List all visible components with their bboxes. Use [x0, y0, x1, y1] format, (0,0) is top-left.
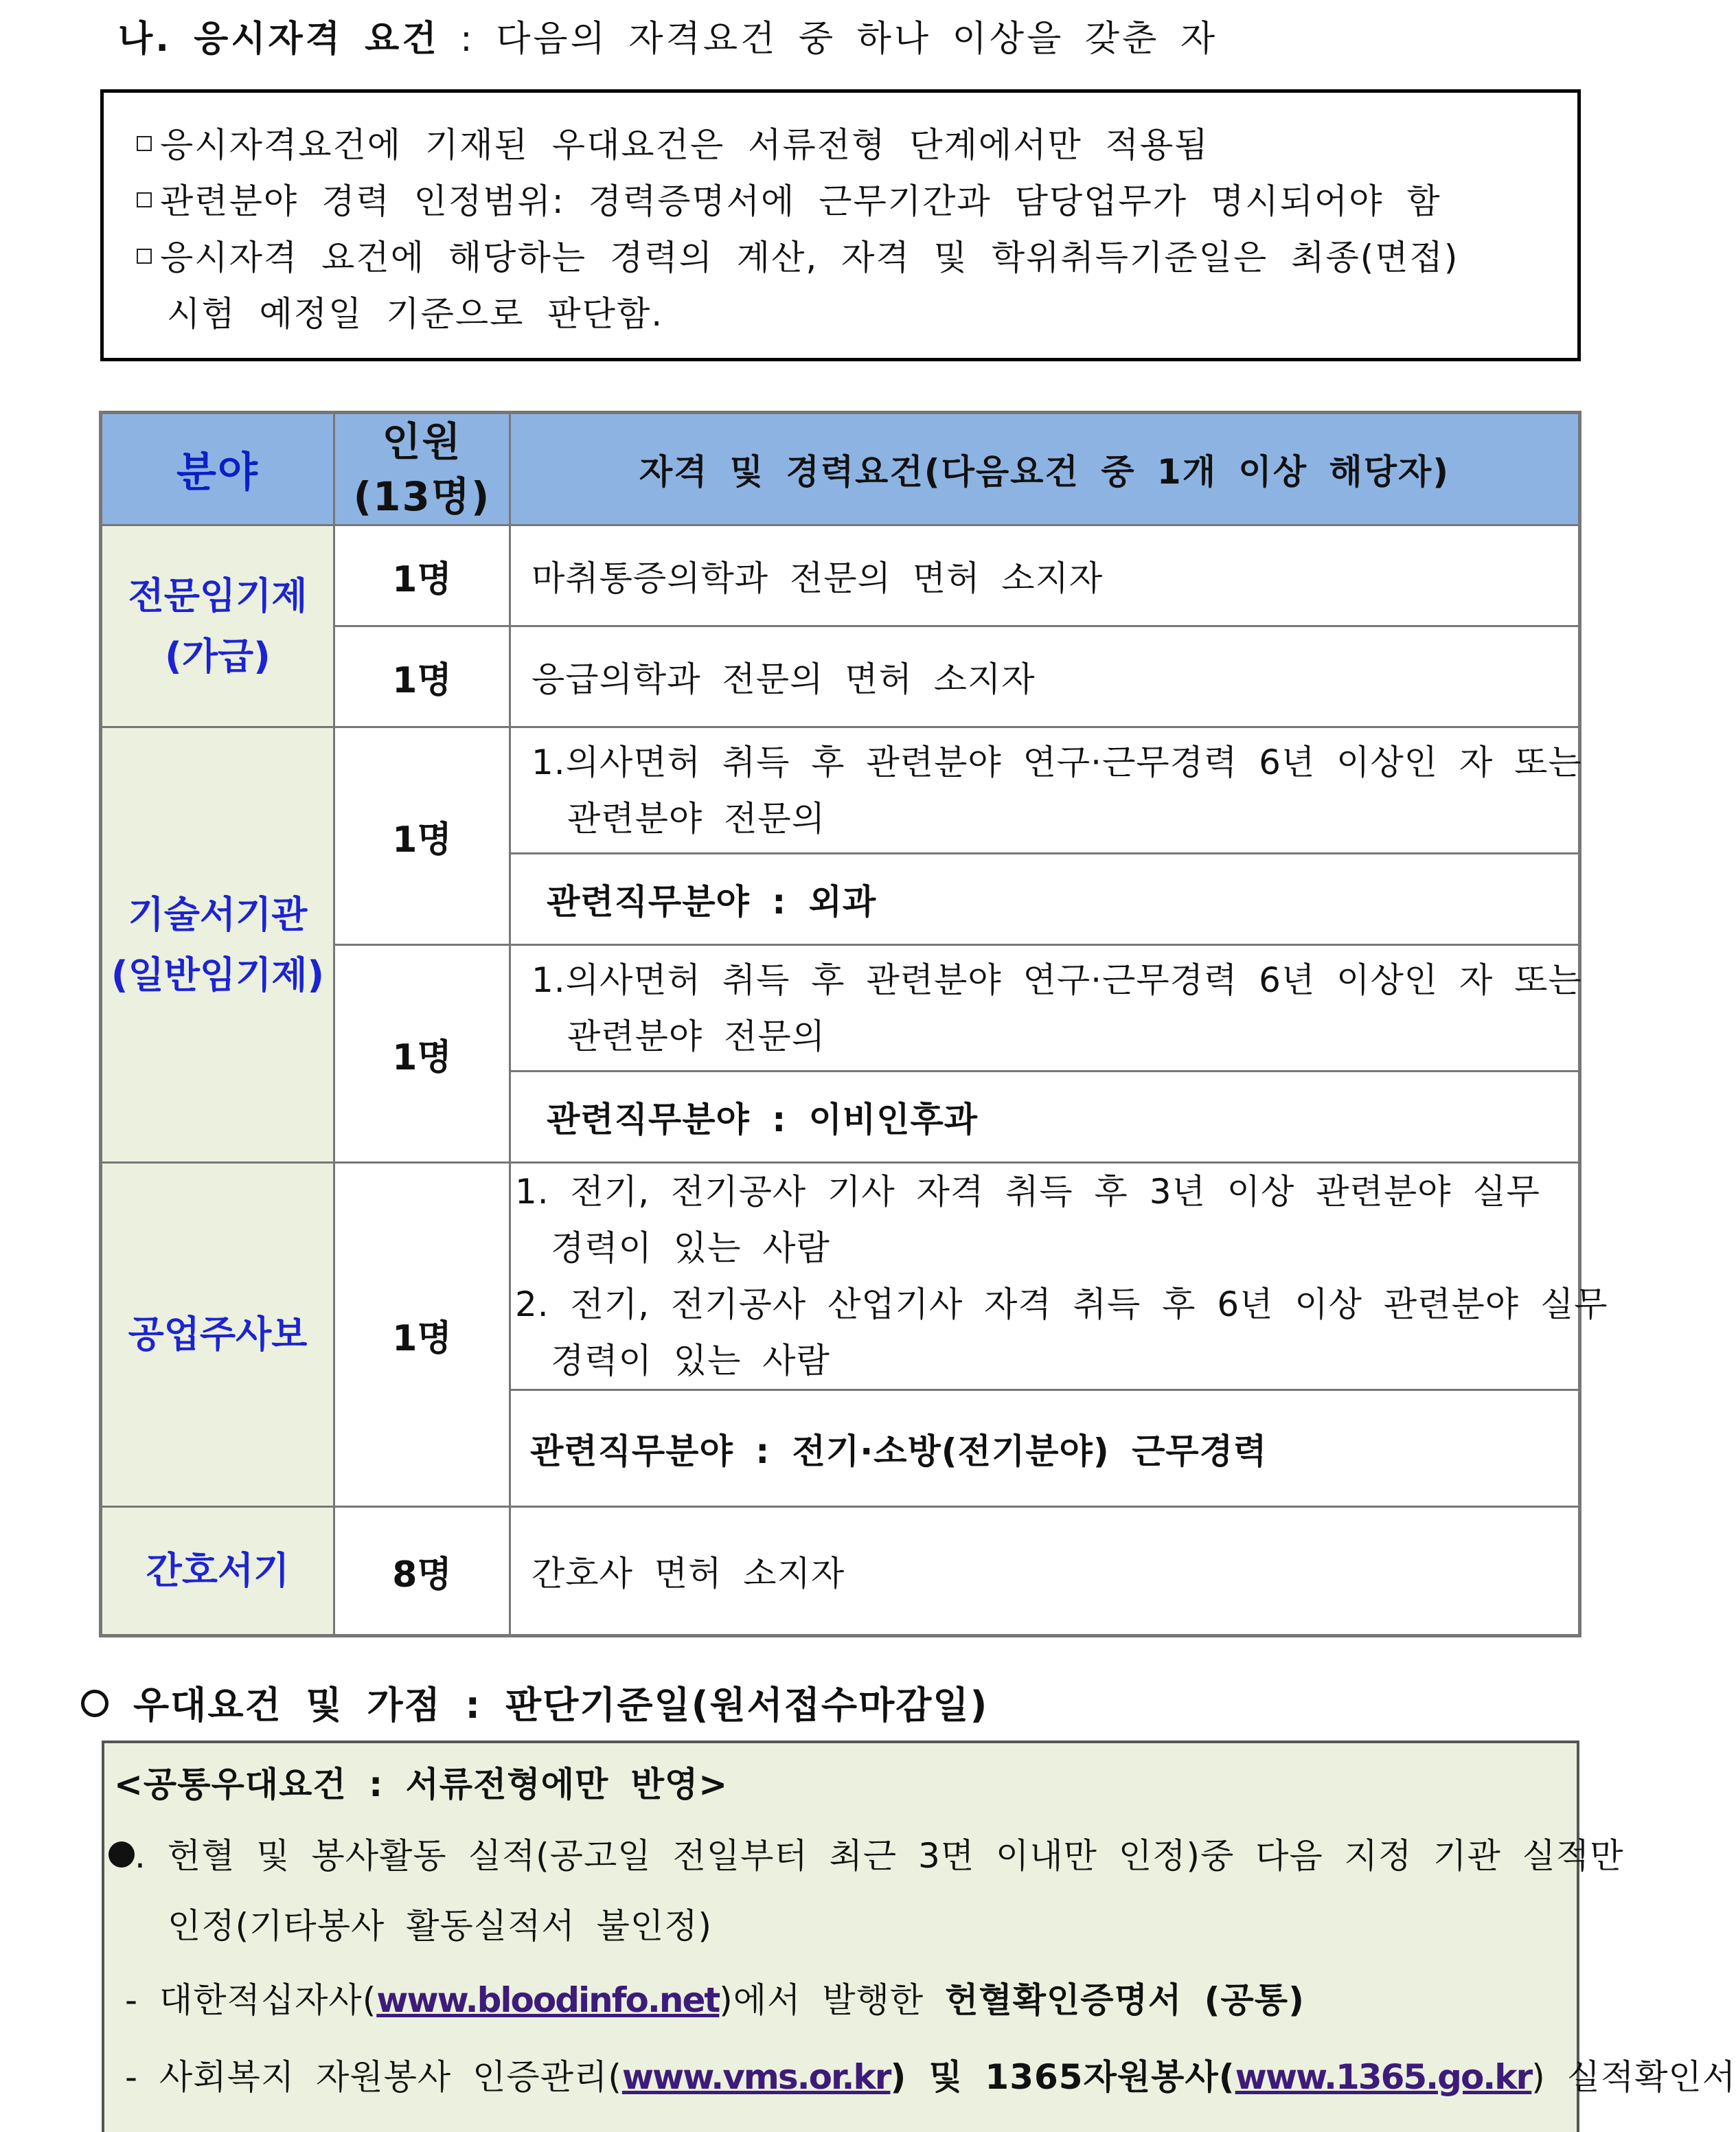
requirements-table [99, 411, 1608, 1637]
table-header-row [101, 413, 1580, 525]
preferences-item [125, 1973, 1305, 2022]
section-title [118, 10, 1218, 61]
table-row [101, 1507, 1580, 1636]
item-bold-text: ) 및 1365자원봉사( [890, 2057, 1235, 2097]
vms-link[interactable]: www.vms.or.kr [621, 2057, 891, 2097]
preferences-box-title: <공통우대요건 : 서류전형에만 반영> [114, 1765, 729, 1804]
preferences-item [125, 2050, 1736, 2099]
desc-line: 경력이 있는 사람 [551, 1228, 830, 1268]
volunteer-1365-link[interactable]: www.1365.go.kr [1235, 2057, 1532, 2097]
checkbox-square-icon [137, 136, 152, 151]
notice-text: 응시자격요건에 기재된 우대요건은 서류전형 단계에서만 적용됨 [160, 125, 1209, 165]
notice-text: 응시자격 요건에 해당하는 경력의 계산, 자격 및 학위취득기준일은 최종(면접) [160, 238, 1459, 277]
desc-line: 1. 전기, 전기공사 기사 자격 취득 후 3년 이상 관련분야 실무 [515, 1172, 1540, 1212]
notice-line [137, 174, 1441, 223]
preferences-heading [81, 1676, 988, 1729]
item-text: - 대한적십자사( [125, 1980, 377, 2020]
desc-cell: 간호사 면허 소지자 [510, 1507, 1580, 1636]
field-grade: (일반임기제) [111, 953, 325, 997]
bullet-dot-icon [108, 1841, 135, 1868]
preferences-box [102, 1740, 1736, 2132]
job-field-cell: 관련직무분야 : 이비인후과 [510, 1071, 1580, 1163]
header-count-line2: (13명) [353, 473, 491, 520]
job-field-cell: 관련직무분야 : 외과 [510, 854, 1580, 945]
field-grade: (가급) [165, 634, 271, 678]
count-cell: 1명 [334, 525, 510, 626]
section-title-separator: : [460, 19, 475, 60]
preferences-heading-text: 우대요건 및 가점 : 판단기준일(원서접수마감일) [133, 1683, 989, 1727]
desc-line: 1.의사면허 취득 후 관련분야 연구·근무경력 6년 이상인 자 또는 [532, 960, 1582, 1000]
notice-text: 관련분야 경력 인정범위: 경력증명서에 근무기간과 담당업무가 명시되어야 함 [160, 181, 1441, 221]
notice-line [137, 230, 1459, 280]
job-field-cell: 관련직무분야 : 전기·소방(전기분야) 근무경력 [510, 1390, 1580, 1507]
desc-line: 1.의사면허 취득 후 관련분야 연구·근무경력 6년 이상인 자 또는 [532, 742, 1582, 782]
count-cell: 1명 [334, 1163, 510, 1507]
table-row [101, 727, 1580, 854]
field-name: 전문임기제 [128, 574, 308, 617]
notice-line [167, 286, 663, 336]
count-cell: 8명 [334, 1507, 510, 1636]
header-count-line1: 인원 [382, 418, 462, 465]
table-row [101, 525, 1580, 626]
desc-cell: 마취통증의학과 전문의 면허 소지자 [510, 525, 1580, 626]
desc-cell [510, 945, 1580, 1071]
desc-line: 관련분야 전문의 [567, 798, 825, 839]
count-cell: 1명 [334, 945, 510, 1163]
desc-line: 경력이 있는 사람 [551, 1341, 830, 1381]
bloodinfo-link[interactable]: www.bloodinfo.net [376, 1980, 720, 2020]
table-row [101, 1163, 1580, 1390]
circle-bullet-icon [81, 1690, 108, 1717]
field-cell [101, 525, 334, 727]
preferences-bullet-cont: 인정(기타봉사 활동실적서 불인정) [168, 1906, 713, 1946]
notice-line [137, 117, 1209, 167]
notice-box [100, 89, 1581, 361]
item-bold-text: 헌혈확인증명서 (공통) [945, 1980, 1305, 2020]
field-cell: 공업주사보 [101, 1163, 334, 1507]
header-requirement: 자격 및 경력요건(다음요건 중 1개 이상 해당자) [510, 413, 1580, 525]
desc-cell: 응급의학과 전문의 면허 소지자 [510, 626, 1580, 727]
notice-text: 시험 예정일 기준으로 판단함. [167, 294, 664, 334]
section-title-rest: 다음의 자격요건 중 하나 이상을 갖춘 자 [496, 19, 1218, 60]
checkbox-square-icon [137, 249, 152, 264]
header-field: 분야 [101, 413, 334, 525]
checkbox-square-icon [137, 192, 152, 207]
item-text: - 사회복지 자원봉사 인증관리( [125, 2057, 622, 2097]
preferences-bullet [108, 1828, 1624, 1878]
item-text: ) 실적확인서 [1531, 2057, 1736, 2097]
desc-line: 관련분야 전문의 [567, 1016, 825, 1056]
desc-cell [510, 727, 1580, 854]
desc-line: 2. 전기, 전기공사 산업기사 자격 취득 후 6년 이상 관련분야 실무 [515, 1284, 1608, 1324]
bullet-text: . 헌혈 및 봉사활동 실적(공고일 전일부터 최근 3면 이내만 인정)중 다음 지정 기관 실적만 [135, 1836, 1624, 1876]
field-cell: 간호서기 [101, 1507, 334, 1636]
field-cell [101, 727, 334, 1163]
field-name: 기술서기관 [128, 892, 308, 936]
section-title-prefix: 나. 응시자격 요건 [118, 19, 439, 60]
count-cell: 1명 [334, 727, 510, 945]
count-cell: 1명 [334, 626, 510, 727]
desc-cell [510, 1163, 1608, 1390]
item-text: )에서 발행한 [719, 1980, 924, 2020]
header-count [334, 413, 510, 525]
